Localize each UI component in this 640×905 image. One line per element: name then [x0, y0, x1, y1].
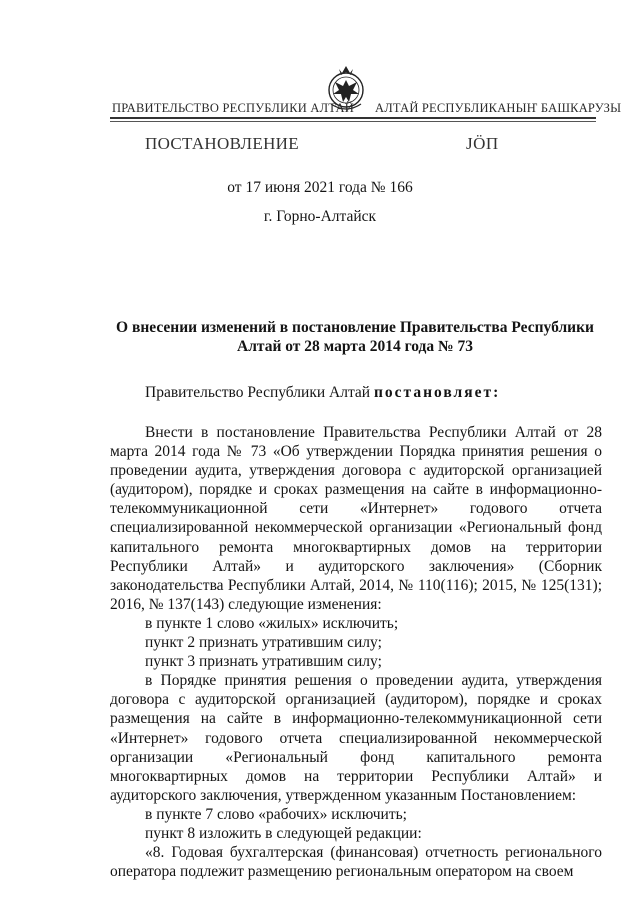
- document-date-number: от 17 июня 2021 года № 166: [227, 179, 413, 196]
- government-name-ru: ПРАВИТЕЛЬСТВО РЕСПУБЛИКИ АЛТАЙ: [112, 101, 354, 115]
- document-title: О внесении изменений в постановление Правительства Республики Алтай от 28 марта 2014 года № 73: [116, 319, 594, 355]
- paragraph: пункт 2 признать утратившим силу;: [145, 634, 382, 652]
- paragraph: в пункте 7 слово «рабочих» исключить;: [145, 805, 407, 823]
- paragraph: Внести в постановление Правительства Республики Алтай от 28 марта 2014 года № 73 «Об утверждении Порядка принятия решения о проведении аудита, утверждения договора с аудиторской организацией (аудитором), порядке и сроках размещения на сайте в информационно-телекоммуникационной сети «Интернет» годового отчета специализированной некоммерческой организации «Региональный фонд капитального ремонта многоквартирных домов на территории Республики Алтай» и аудиторского заключения» (Сборник законодательства Республики Алтай, 2014, № 110(116); 2015, № 125(131); 2016, № 137(143) следующие изменения:: [110, 424, 602, 613]
- paragraph: в Порядке принятия решения о проведении аудита, утверждения договора с аудиторской организацией (аудитором), порядке и сроках размещения на сайте в информационно-телекоммуникационной сети «Интернет» годового отчета специализированной некоммерческой организации «Региональный фонд капитального ремонта многоквартирных домов на территории Республики Алтай» и аудиторского заключения, утвержденном указанным Постановлением:: [110, 672, 602, 804]
- header-rule-thick: [110, 117, 596, 119]
- paragraph: в пункте 1 слово «жилых» исключить;: [145, 614, 399, 632]
- preamble-verb: постановляет:: [373, 384, 501, 401]
- doc-type-ru: ПОСТАНОВЛЕНИЕ: [145, 134, 299, 153]
- preamble: [145, 384, 500, 402]
- document-body: [110, 423, 602, 881]
- preamble-subject: Правительство Республики Алтай: [145, 384, 371, 401]
- paragraph: пункт 3 признать утратившим силу;: [145, 653, 382, 671]
- government-name-alt: АЛТАЙ РЕСПУБЛИКАНЫҤ БАШКАРУЗЫ: [375, 101, 622, 115]
- document-city: г. Горно-Алтайск: [263, 208, 377, 225]
- paragraph: «8. Годовая бухгалтерская (финансовая) отчетность регионального оператора подлежит размещению региональным оператором на своем: [110, 844, 602, 881]
- doc-type-alt: ЈӦП: [466, 134, 499, 153]
- header-rule-thin: [110, 121, 596, 122]
- paragraph: пункт 8 изложить в следующей редакции:: [145, 824, 422, 842]
